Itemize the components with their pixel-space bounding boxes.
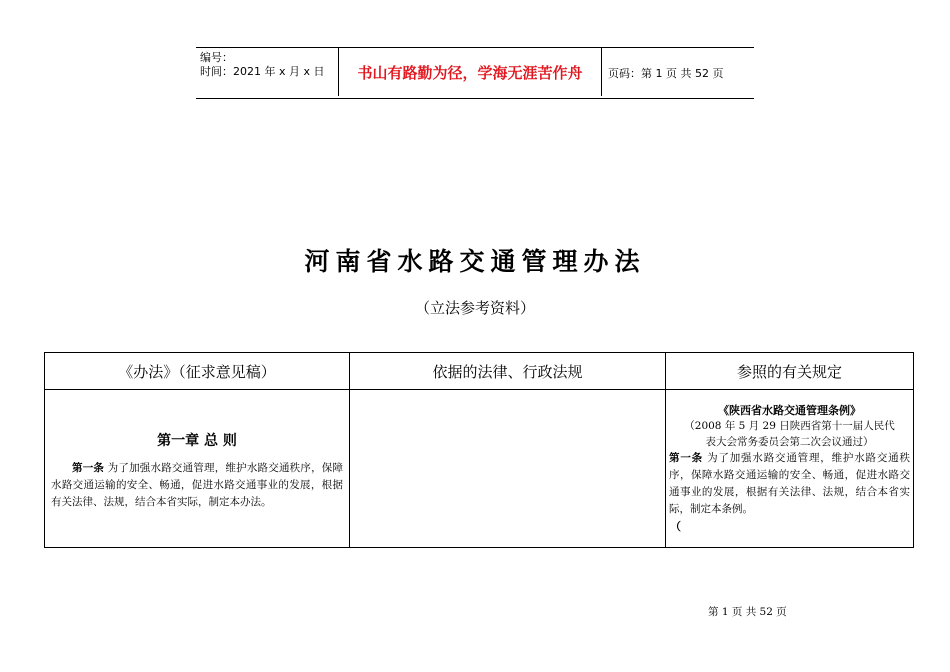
- document-subtitle: （立法参考资料）: [414, 299, 535, 317]
- reference-cell: [666, 390, 914, 548]
- time-label: 时间：2021 年 x 月 x 日: [200, 65, 325, 78]
- article-paragraph: [45, 460, 349, 511]
- article-text: 为了加强水路交通管理，维护水路交通秩序，保障水路交通运输的安全、畅通，促进水路交通事业的发展，根据有关法律、法规，结合本省实际，制定本办法。: [51, 462, 343, 508]
- table-row: [45, 390, 914, 548]
- header-meta: [200, 51, 336, 79]
- number-label: 编号：: [200, 51, 233, 64]
- reference-article-label: 第一条: [669, 452, 703, 464]
- document-header: [196, 47, 754, 99]
- reference-article-text: 为了加强水路交通管理，维护水路交通秩序，保障水路交通运输的安全、畅通，促进水路交通事业的发展，根据有关法律、法规，结合本省实际，制定本条例。: [669, 452, 910, 515]
- article-label: 第一条: [72, 462, 105, 474]
- reference-title: 《陕西省水路交通管理条例》: [718, 404, 861, 417]
- header-laws: 依据的法律、行政法规: [350, 353, 666, 390]
- reference-article: [666, 450, 913, 518]
- header-draft: 《办法》（征求意见稿）: [45, 353, 350, 390]
- page-footer: 第 1 页 共 52 页: [708, 606, 787, 618]
- reference-note: （2008 年 5 月 29 日陕西省第十一届人民代表大会常务委员会第二次会议通过）: [684, 420, 895, 448]
- comparison-table: [44, 352, 914, 548]
- reference-trailing: （: [670, 520, 681, 533]
- document-title: 河南省水路交通管理办法: [304, 247, 646, 276]
- draft-cell: [45, 390, 350, 548]
- chapter-heading: 第一章 总 则: [157, 433, 237, 449]
- table-header-row: [45, 353, 914, 390]
- header-references: 参照的有关规定: [666, 353, 914, 390]
- header-page-code: 页码：第 1 页 共 52 页: [608, 67, 724, 80]
- header-motto: 书山有路勤为径，学海无涯苦作舟: [338, 48, 602, 96]
- laws-cell: [350, 390, 666, 548]
